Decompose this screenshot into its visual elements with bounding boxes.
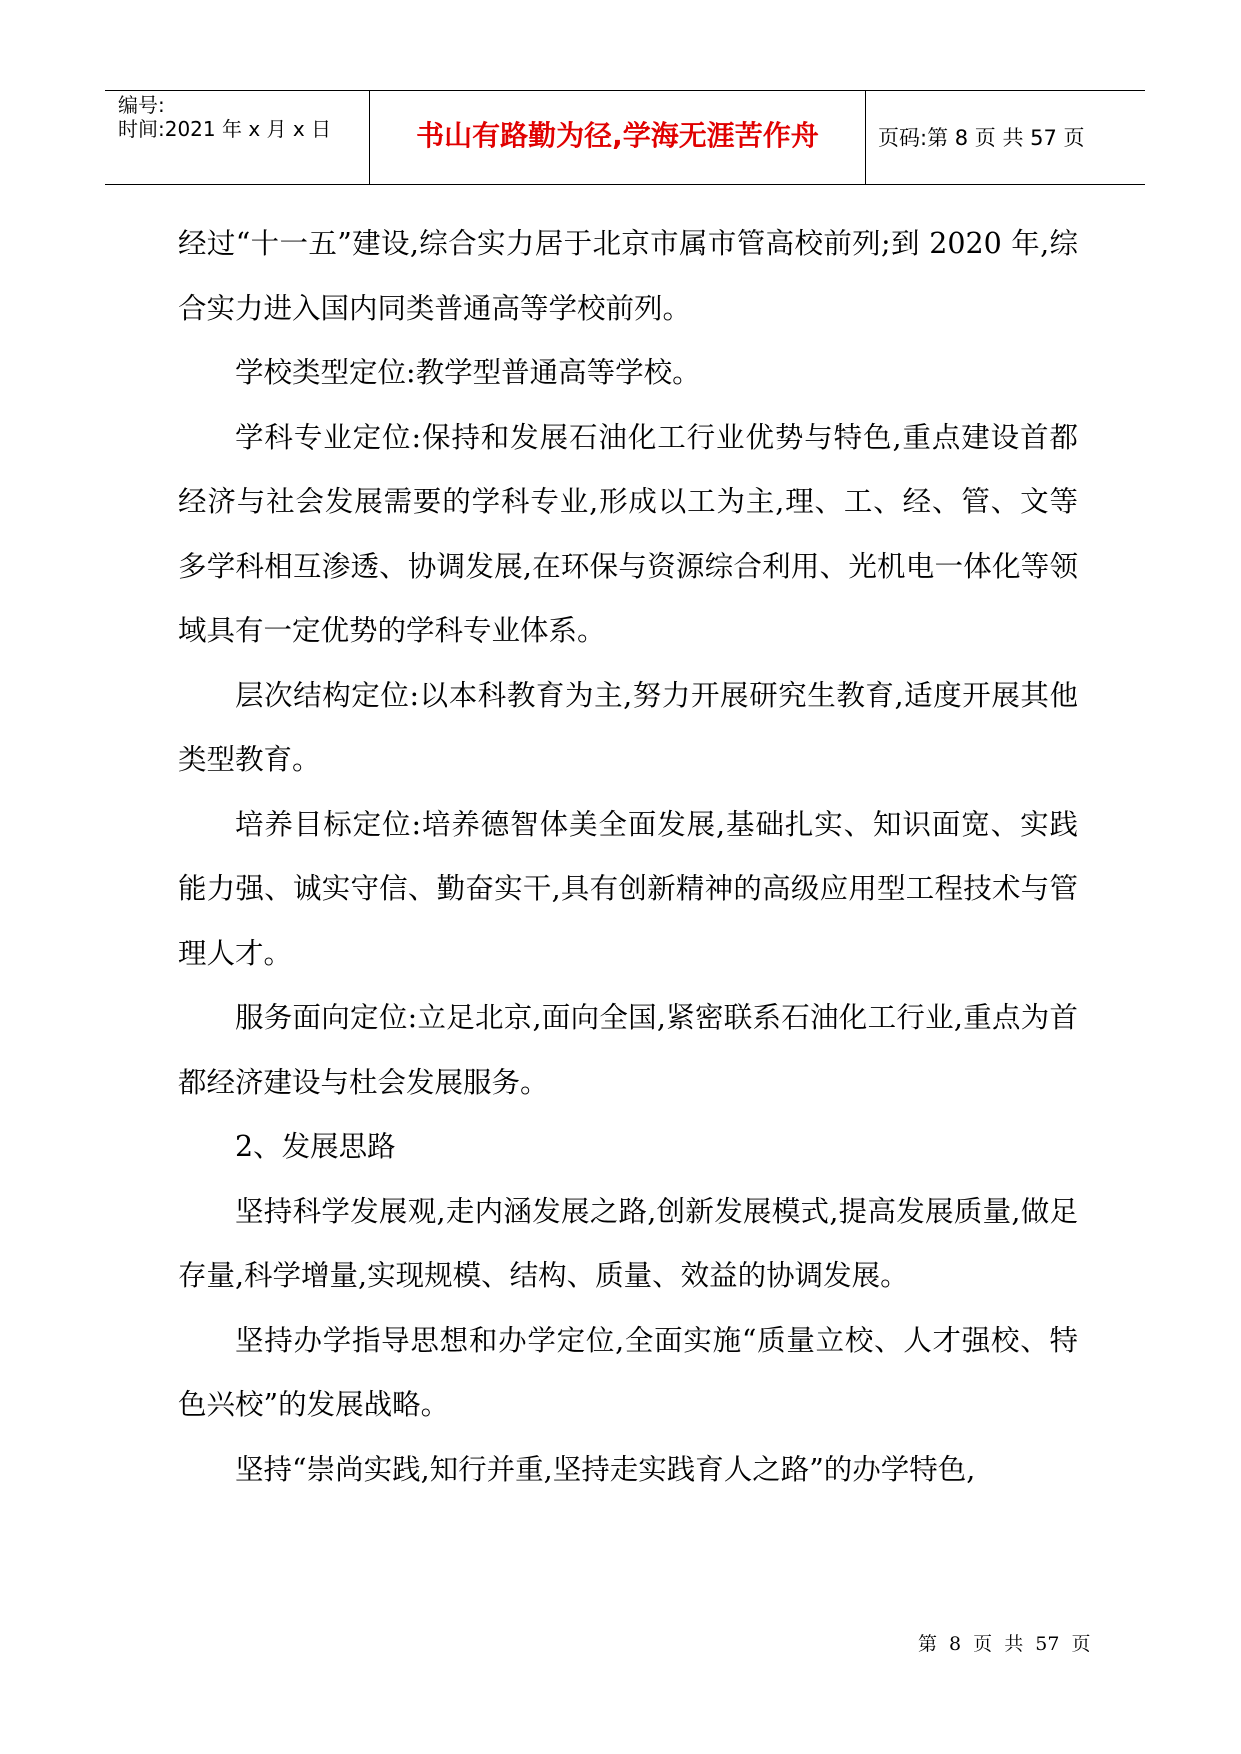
paragraph: 服务面向定位:立足北京,面向全国,紧密联系石油化工行业,重点为首都经济建设与杜会发展服务。	[178, 1001, 1078, 1099]
document-number-label: 编号:	[118, 93, 165, 117]
paragraph: 经过“十一五”建设,综合实力居于北京市属市管高校前列;到 2020 年,综合实力进入国内同类普通高等学校前列。	[178, 227, 1078, 325]
page-footer: 第 8 页 共 57 页	[918, 1633, 1091, 1655]
header-page-code: 页码:第 8 页 共 57 页	[878, 126, 1085, 150]
header-page-cell	[866, 91, 1145, 184]
document-time-label: 时间:2021 年 x 月 x 日	[118, 117, 332, 141]
header-motto: 书山有路勤为径,学海无涯苦作舟	[416, 119, 819, 152]
paragraph: 坚持科学发展观,走内涵发展之路,创新发展模式,提高发展质量,做足存量,科学增量,实现规模、结构、质量、效益的协调发展。	[178, 1194, 1078, 1292]
paragraph: 层次结构定位:以本科教育为主,努力开展研究生教育,适度开展其他类型教育。	[178, 678, 1078, 776]
paragraph: 学科专业定位:保持和发展石油化工行业优势与特色,重点建设首都经济与社会发展需要的学科专业,形成以工为主,理、工、经、管、文等多学科相互渗透、协调发展,在环保与资源综合利用、光机电一体化等领域具有一定优势的学科专业体系。	[178, 420, 1078, 647]
section-heading: 2、发展思路	[235, 1130, 396, 1163]
header-meta-cell	[105, 91, 370, 184]
paragraph: 坚持“崇尚实践,知行并重,坚持走实践育人之路”的办学特色,	[235, 1452, 976, 1486]
document-header	[105, 90, 1145, 185]
document-body	[178, 212, 1078, 1502]
header-motto-cell	[370, 91, 866, 184]
paragraph: 坚持办学指导思想和办学定位,全面实施“质量立校、人才强校、特色兴校”的发展战略。	[178, 1323, 1078, 1421]
paragraph: 学校类型定位:教学型普通高等学校。	[235, 356, 701, 389]
paragraph: 培养目标定位:培养德智体美全面发展,基础扎实、知识面宽、实践能力强、诚实守信、勤奋实干,具有创新精神的高级应用型工程技术与管理人才。	[178, 807, 1078, 970]
